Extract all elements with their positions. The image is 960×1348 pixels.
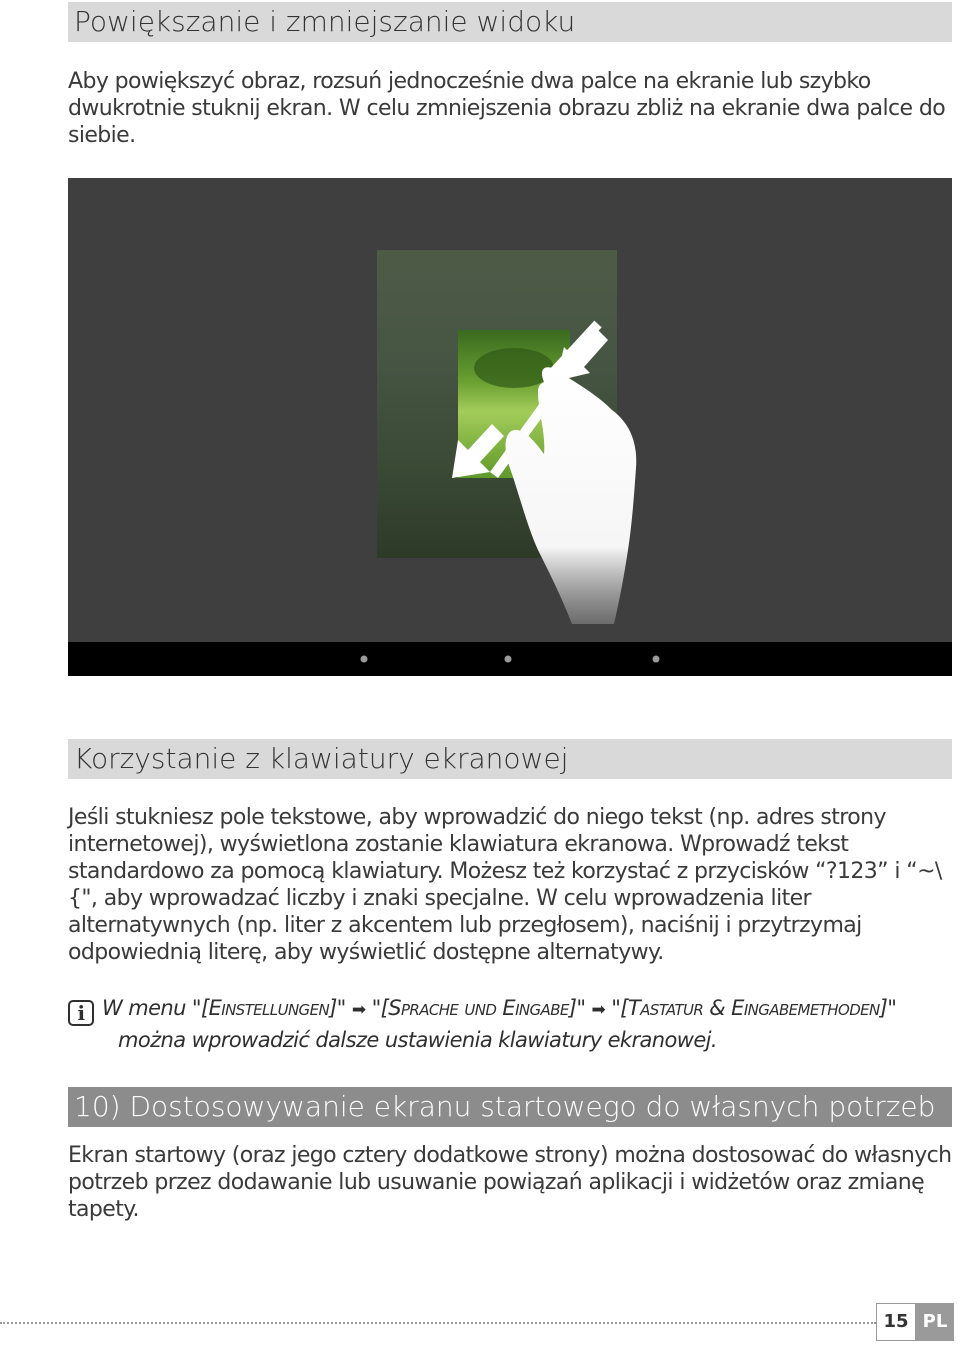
- info-note: [68, 994, 952, 1054]
- note-line2: można wprowadzić dalsze ustawienia klawiatury ekranowej.: [118, 1028, 717, 1052]
- section-title-customize: 10) Dostosowywanie ekranu startowego do własnych potrzeb: [68, 1087, 952, 1127]
- language-badge: PL: [916, 1303, 954, 1341]
- arrow-right-icon: ➡: [591, 1000, 606, 1020]
- note-menu-tastatur: "[Tastatur & Eingabemethoden]": [611, 996, 897, 1020]
- footer-divider: [0, 1322, 876, 1324]
- section-title-zoom: Powiększanie i zmniejszanie widoku: [68, 2, 952, 42]
- arrow-right-icon: ➡: [351, 1000, 366, 1020]
- pinch-zoom-illustration: [68, 178, 952, 676]
- page-number: 15: [876, 1303, 916, 1341]
- pinch-zoom-gesture-icon: [68, 178, 952, 676]
- note-prefix: W menu: [102, 996, 192, 1020]
- note-menu-einstellungen: "[Einstellungen]": [191, 996, 346, 1020]
- zoom-paragraph: Aby powiększyć obraz, rozsuń jednocześnie dwa palce na ekranie lub szybko dwukrotnie stuknij ekran. W celu zmniejszenia obrazu zbliż na ekranie dwa palce do siebie.: [68, 69, 946, 148]
- info-icon: i: [68, 1000, 94, 1026]
- customize-paragraph: Ekran startowy (oraz jego cztery dodatkowe strony) można dostosować do własnych potrzeb przez dodawanie lub usuwanie powiązań aplikacji i widżetów oraz zmianę tapety.: [68, 1143, 952, 1222]
- note-menu-sprache: "[Sprache und Eingabe]": [371, 996, 586, 1020]
- keyboard-paragraph: Jeśli stukniesz pole tekstowe, aby wprowadzić do niego tekst (np. adres strony internetowej), wyświetlona zostanie klawiatura ekranowa. Wprowadź tekst standardowo za pomocą klawiatury. Możesz też korzystać z przycisków “?123” i “~\{", aby wprowadzać liczby i znaki specjalne. W celu wprowadzenia liter alternatywnych (np. liter z akcentem lub przegłosem), naciśnij i przytrzymaj odpowiednią literę, aby wyświetlić dostępne alternatywy.: [68, 805, 942, 965]
- section-title-keyboard: Korzystanie z klawiatury ekranowej: [68, 739, 952, 779]
